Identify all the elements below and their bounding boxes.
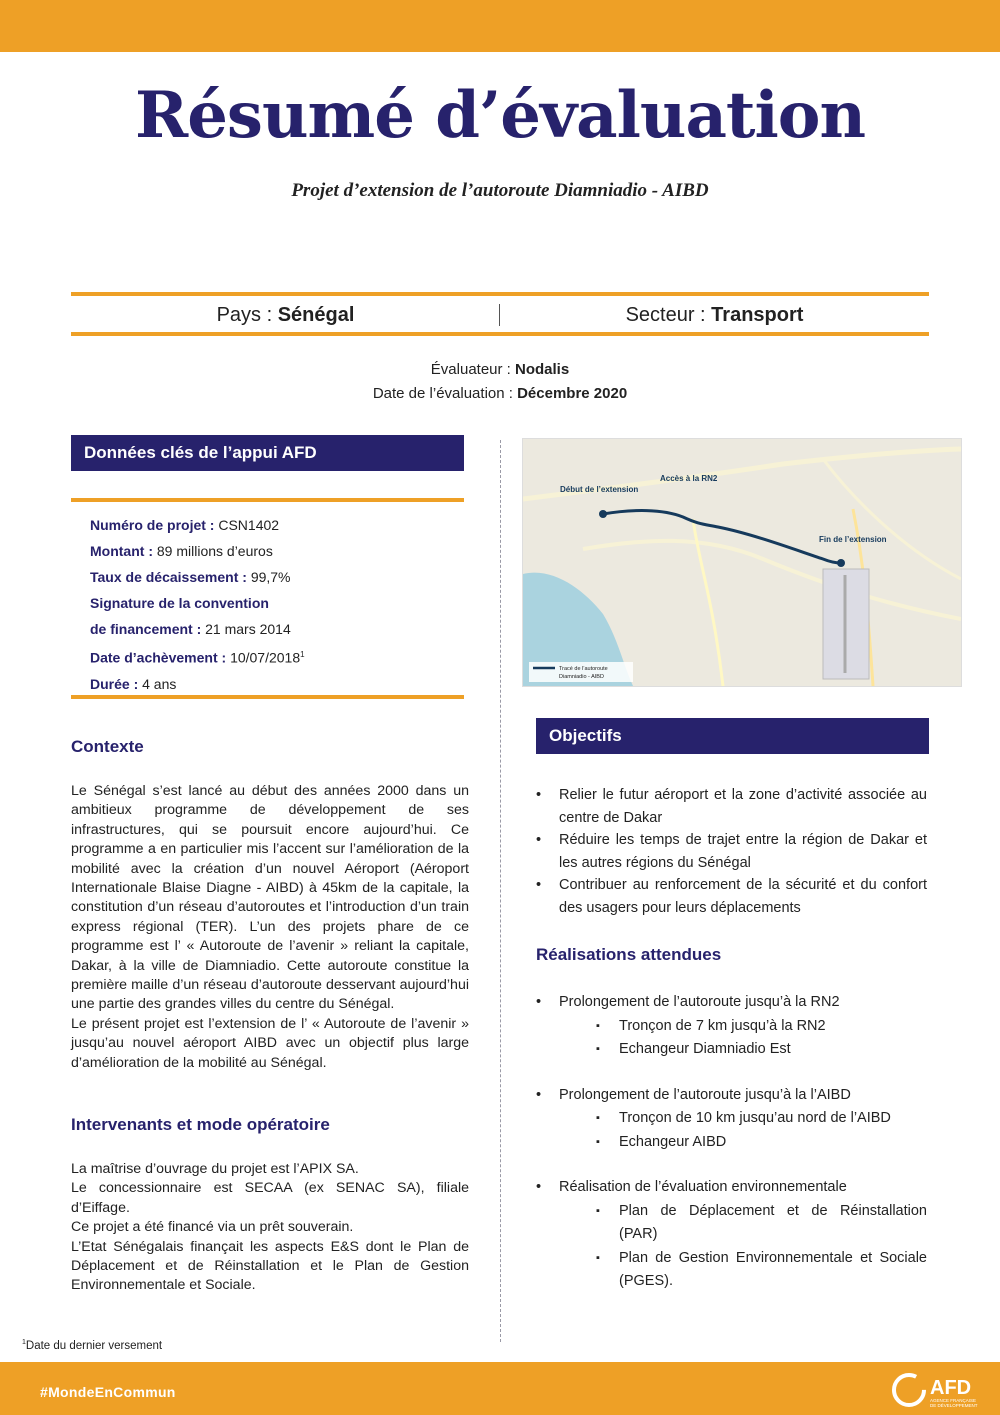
info-band-top xyxy=(71,292,929,296)
evaluation-date-value: Décembre 2020 xyxy=(517,385,628,402)
achievement-label: Prolongement de l’autoroute jusqu’à la l’AIBD xyxy=(559,1086,851,1103)
context-heading: Contexte xyxy=(71,737,144,756)
objective-item: • Réduire les temps de trajet entre la région de Dakar et les autres régions du Sénégal xyxy=(536,829,927,874)
key-data-value: 10/07/2018 xyxy=(230,649,301,666)
afd-logo-text: AFD xyxy=(930,1377,972,1399)
evaluation-date-line xyxy=(0,382,1000,406)
achievement-subitem: ▪ Echangeur Diamniadio Est xyxy=(596,1038,927,1062)
sector-cell xyxy=(500,298,929,332)
actors-text xyxy=(71,1160,469,1296)
route-start-marker xyxy=(599,510,607,518)
key-data-item xyxy=(90,564,460,590)
country-cell xyxy=(71,298,500,332)
key-data-value: 21 mars 2014 xyxy=(205,621,291,637)
footnote xyxy=(22,1339,162,1352)
achievement-subitem: ▪ Plan de Gestion Environnementale et Sociale (PGES). xyxy=(596,1247,927,1294)
map-legend-text: Diamniadio - AIBD xyxy=(559,674,604,680)
achievement-subitem: ▪ Tronçon de 7 km jusqu’à la RN2 xyxy=(596,1015,927,1039)
objectives-heading: Objectifs xyxy=(536,718,929,754)
column-divider xyxy=(500,440,501,1342)
afd-logo-icon xyxy=(890,1372,990,1408)
info-band-bottom xyxy=(71,332,929,336)
evaluator-value: Nodalis xyxy=(515,361,570,378)
key-data-value: 89 millions d’euros xyxy=(156,543,273,559)
key-data-band-bottom xyxy=(71,695,464,699)
evaluator-line xyxy=(0,358,1000,382)
route-end-marker xyxy=(837,559,845,567)
afd-logo-ring xyxy=(894,1375,924,1405)
map-label-end: Fin de l’extension xyxy=(819,535,887,544)
context-paragraph: Le présent projet est l’extension de l’ « Autoroute de l’avenir » jusqu’au nouvel aéroport AIBD avec un objectif plus large d’amélioration de la mobilité au Sénégal. xyxy=(71,1015,469,1071)
actors-paragraph: Le concessionnaire est SECAA (ex SENAC SA), filiale d’Eiffage. xyxy=(71,1180,469,1216)
objectives-list xyxy=(536,784,927,919)
achievements-list xyxy=(536,991,927,1294)
footnote-text: Date du dernier versement xyxy=(25,1339,163,1352)
country-label: Pays : xyxy=(216,304,278,326)
evaluator-label: Évaluateur : xyxy=(430,361,516,378)
sector-value: Transport xyxy=(711,304,804,326)
actors-paragraph: Ce projet a été financé via un prêt souverain. xyxy=(71,1219,354,1236)
key-data-value: 4 ans xyxy=(142,675,177,692)
context-text xyxy=(71,782,469,1073)
map-label-access: Accès à la RN2 xyxy=(660,474,718,483)
afd-logo xyxy=(890,1372,990,1408)
objective-item: • Relier le futur aéroport et la zone d’activité associée au centre de Dakar xyxy=(536,784,927,829)
actors-paragraph: La maîtrise d’ouvrage du projet est l’APIX SA. xyxy=(71,1161,359,1177)
achievement-label: Prolongement de l’autoroute jusqu’à la RN2 xyxy=(559,994,840,1010)
sector-label: Secteur : xyxy=(625,304,712,326)
key-data-label: Taux de décaissement : xyxy=(90,569,251,585)
achievement-subitem: ▪ Plan de Déplacement et de Réinstallation (PAR) xyxy=(596,1200,927,1247)
key-data-label: Date d’achèvement : xyxy=(90,649,231,666)
key-data-label: Durée : xyxy=(90,675,143,692)
key-data-heading: Données clés de l’appui AFD xyxy=(71,435,464,471)
key-data-item xyxy=(90,642,460,671)
actors-paragraph: L’Etat Sénégalais finançait les aspects E&S dont le Plan de Déplacement et de Réinstallation et le Plan de Gestion Environnementale et Sociale. xyxy=(71,1238,469,1294)
footnote-ref: 1 xyxy=(300,650,305,659)
key-data-value: 99,7% xyxy=(250,569,291,585)
evaluator-block xyxy=(0,358,1000,406)
key-data-item xyxy=(90,538,460,564)
key-data-item xyxy=(90,512,460,538)
afd-logo-subtext: DE DÉVELOPPEMENT xyxy=(930,1403,978,1408)
key-data-label: de financement : xyxy=(90,621,206,637)
map-label-start: Début de l’extension xyxy=(560,485,639,494)
country-value: Sénégal xyxy=(277,304,355,326)
context-paragraph: Le Sénégal s’est lancé au début des années 2000 dans un ambitieux programme de développement de ses infrastructures, qui se poursuit encore aujourd’hui. Ce programme a en particulier mis l’accent sur l’amélioration de la mobilité avec la création d’un nouvel Aéroport (Aéroport Internationale Blaise Diagne - AIBD) à 45km de la capitale, la constitution d’un réseau d’autoroutes et l’introduction d’un train express régional (TER). L’un des projets phare de ce programme est l’ « Autoroute de l’avenir » reliant la capitale, Dakar, à la ville de Diamniadio. Cette autoroute constitue la première maille d’un réseau d’autoroute desservant aujourd’hui une partie des grandes villes du centre du Sénégal. xyxy=(71,783,469,1013)
key-data-label: Montant : xyxy=(90,543,157,559)
key-data-item xyxy=(90,616,460,642)
achievements-heading: Réalisations attendues xyxy=(536,945,722,964)
achievement-subitem: ▪ Echangeur AIBD xyxy=(596,1131,927,1155)
evaluation-date-label: Date de l’évaluation : xyxy=(372,385,518,402)
footnote-mark: 1 xyxy=(22,1339,26,1346)
achievement-subitem: ▪ Tronçon de 10 km jusqu’au nord de l’AIBD xyxy=(596,1107,927,1131)
achievement-item xyxy=(536,1176,927,1294)
page-title: Résumé d’évaluation xyxy=(135,78,865,153)
key-data-label: Numéro de projet : xyxy=(90,517,219,533)
objective-item: • Contribuer au renforcement de la sécurité et du confort des usagers pour leurs déplacements xyxy=(536,874,927,919)
afd-logo-subtext: AGENCE FRANÇAISE xyxy=(930,1398,977,1403)
achievement-item xyxy=(536,1084,927,1155)
route-map-svg xyxy=(523,439,961,686)
key-data-list xyxy=(90,512,460,697)
map-legend-text: Tracé de l’autoroute xyxy=(559,666,608,672)
page-subtitle: Projet d’extension de l’autoroute Diamniadio - AIBD xyxy=(291,180,709,201)
key-data-band-top xyxy=(71,498,464,502)
route-map xyxy=(522,438,962,687)
top-orange-bar xyxy=(0,0,1000,52)
key-data-item xyxy=(90,590,460,616)
actors-heading: Intervenants et mode opératoire xyxy=(71,1115,330,1134)
hashtag-link[interactable]: #MondeEnCommun xyxy=(40,1384,176,1400)
key-data-item xyxy=(90,671,460,697)
achievement-label: Réalisation de l’évaluation environnementale xyxy=(559,1179,847,1195)
key-data-label: Signature de la convention xyxy=(90,595,269,611)
info-row xyxy=(71,298,929,332)
key-data-value: CSN1402 xyxy=(218,517,280,533)
achievement-item xyxy=(536,991,927,1062)
